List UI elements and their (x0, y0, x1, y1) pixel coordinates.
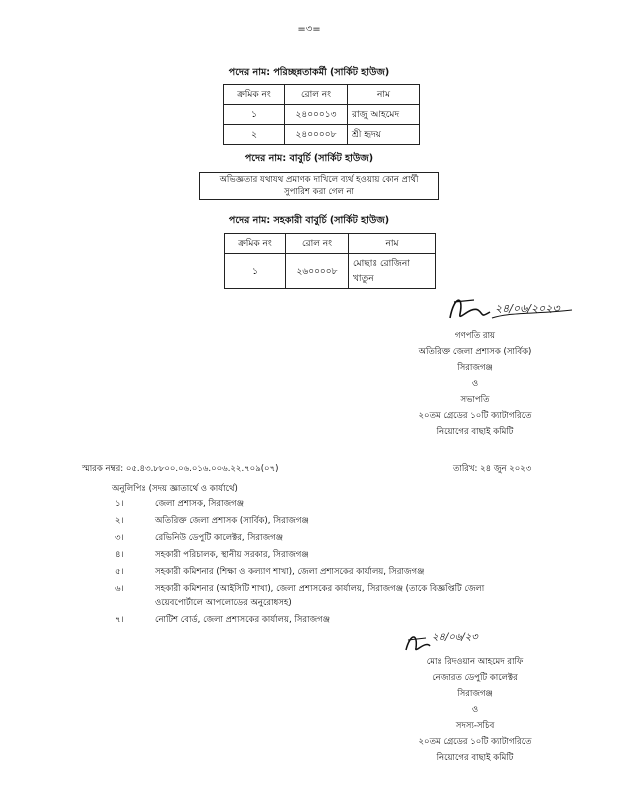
signature-block-1 (375, 328, 575, 440)
signatory-place: সিরাজগঞ্জ (457, 363, 493, 373)
signatory-designation: নেজারত ডেপুটি কালেক্টর (432, 673, 518, 683)
header-roll: রোল নং (286, 234, 349, 254)
cell-name: রাজু আহমেদ (348, 105, 420, 125)
table-row (224, 105, 420, 125)
note-line-2: সুপারিশ করা গেল না (283, 187, 355, 197)
committee-line-1: ২০তম গ্রেডের ১০টি ক্যাটাগরিতে (418, 411, 532, 421)
section2-heading: পদের নাম: বাবুর্চি (সার্কিট হাউজ) (244, 153, 374, 164)
header-roll: রোল নং (285, 85, 348, 105)
header-name: নাম (349, 234, 436, 254)
signatory-role: সদস্য-সচিব (455, 721, 495, 731)
cell-roll: ২৬০০০০৮ (286, 254, 349, 289)
list-item: ৪। সহকারী পরিচালক, স্থানীয় সরকার, সিরাজগঞ্জ (115, 550, 309, 560)
memo-number: স্মারক নম্বর: ০৫.৪৩.৮৮০০.০৬.০১৬.০০৬.২২.৭০৯(০৭) (82, 464, 279, 474)
conjunction: ও (471, 379, 479, 389)
list-item: ১। জেলা প্রশাসক, সিরাজগঞ্জ (115, 499, 244, 509)
signature-block-2 (370, 654, 580, 766)
committee-line-2: নিয়োগের বাছাই কমিটি (436, 427, 514, 437)
cc-heading: অনুলিপিঃ (সদয় জ্ঞাতার্থে ও কার্যার্থে) (112, 484, 238, 494)
cell-serial: ২ (224, 125, 285, 145)
note-line-1: অভিজ্ঞতার যথাযথ প্রমাণক দাখিলে ব্যর্থ হওয়ায় কোন প্রার্থী (219, 175, 419, 185)
list-item: ৫। সহকারী কমিশনার (শিক্ষা ও কল্যাণ শাখা), জেলা প্রশাসকের কার্যালয়, সিরাজগঞ্জ (115, 567, 425, 577)
handwritten-date-2: ২৪/০৬/২৩ (432, 632, 478, 643)
signatory-name: মোঃ রিদওয়ান আহমেদ রাফি (426, 657, 524, 667)
section1-heading: পদের নাম: পরিচ্ছন্নতাকর্মী (সার্কিট হাউজ) (228, 67, 390, 78)
handwritten-date-1: ২৪/০৬/২০২৩ (495, 302, 560, 315)
header-serial: ক্রমিক নং (225, 234, 286, 254)
cell-serial: ১ (224, 105, 285, 125)
signatory-role: সভাপতি (460, 395, 490, 405)
cell-serial: ১ (225, 254, 286, 289)
section2-note-box (199, 172, 439, 200)
committee-line-2: নিয়োগের বাছাই কমিটি (436, 753, 514, 763)
list-item-continuation: ওয়েবপোর্টালে আপলোডের অনুরোধসহ) (155, 598, 292, 608)
memo-date: তারিখ: ২৪ জুন ২০২৩ (453, 464, 532, 474)
list-item: ২। অতিরিক্ত জেলা প্রশাসক (সার্বিক), সিরাজগঞ্জ (115, 516, 309, 526)
cc-list (115, 497, 555, 627)
table-header-row (224, 85, 420, 105)
section3-table (224, 233, 436, 289)
table-row (224, 125, 420, 145)
list-item: ৬। সহকারী কমিশনার (আইসিটি শাখা), জেলা প্রশাসকের কার্যালয়, সিরাজগঞ্জ (তাকে বিজ্ঞপ্তিটি জেলা (115, 584, 485, 594)
table-header-row (225, 234, 436, 254)
cell-name: মোছাঃ রোজিনা খাতুন (349, 254, 436, 289)
page-number: =৩= (297, 24, 321, 35)
header-name: নাম (348, 85, 420, 105)
list-item: ৭। নোটিশ বোর্ড, জেলা প্রশাসকের কার্যালয়, সিরাজগঞ্জ (115, 615, 330, 625)
conjunction: ও (471, 705, 479, 715)
signatory-place: সিরাজগঞ্জ (457, 689, 493, 699)
section1-table (223, 84, 420, 145)
cell-roll: ২৪০০০১৩ (285, 105, 348, 125)
signatory-name: গণপতি রায় (454, 331, 496, 341)
list-item: ৩। রেভিনিউ ডেপুটি কালেক্টর, সিরাজগঞ্জ (115, 533, 283, 543)
header-serial: ক্রমিক নং (224, 85, 285, 105)
committee-line-1: ২০তম গ্রেডের ১০টি ক্যাটাগরিতে (418, 737, 532, 747)
cell-name: শ্রী হৃদয় (348, 125, 420, 145)
signatory-designation: অতিরিক্ত জেলা প্রশাসক (সার্বিক) (418, 347, 532, 357)
table-row (225, 254, 436, 289)
section3-heading: পদের নাম: সহকারী বাবুর্চি (সার্কিট হাউজ) (228, 215, 390, 226)
cell-roll: ২৪০০০০৮ (285, 125, 348, 145)
